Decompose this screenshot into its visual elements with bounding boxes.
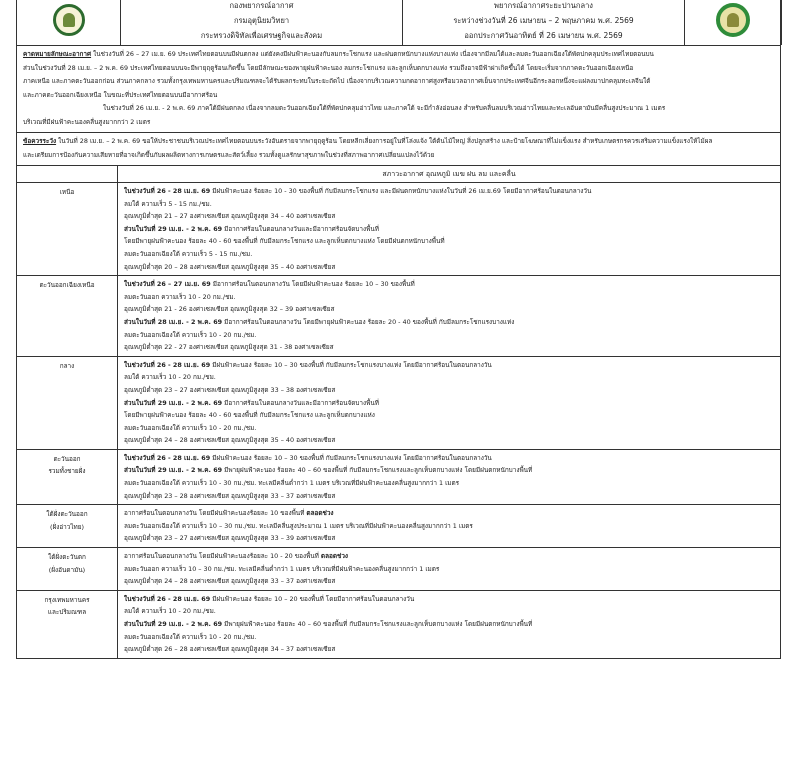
condition-text: มีอากาศร้อนในตอนกลางวันและมีอากาศร้อนจัดบางพื้นที่ — [222, 398, 379, 407]
region-cell — [17, 505, 118, 548]
condition-text: ลมตะวันออกเฉียงใต้ ความเร็ว 10 - 20 กม./ชม. — [124, 632, 257, 641]
region-name: และปริมณฑล — [47, 608, 87, 617]
region-header — [17, 166, 118, 183]
summary-label: คาดหมายลักษณะอากาศ — [23, 50, 92, 58]
condition-line — [124, 185, 774, 198]
condition-text: ลมตะวันออกเฉียงใต้ ความเร็ว 5 - 15 กม./ชม. — [124, 249, 253, 258]
summary-line: คาดหมายลักษณะอากาศ ในช่วงวันที่ 26 – 27 เม.ย. 69 ประเทศไทยตอนบนมีฝนตกลง แต่ยังคงมีฝนฟ้าคะนองกับลมกระโชกแรง และฝนตกหนักบางแห่งบางแห่ง เนื่องจากมีลมใต้และลมตะวันออกเฉียงใต้พัดปกคลุมประเทศไทยตอนบน — [23, 50, 654, 58]
condition-line — [124, 235, 774, 248]
condition-line — [124, 341, 774, 354]
condition-line — [124, 371, 774, 384]
period-label: ส่วนในวันที่ 28 เม.ย. - 2 พ.ค. 69 — [124, 317, 223, 326]
period-note: ตลอดช่วง — [306, 509, 334, 518]
condition-text: ลมใต้ ความเร็ว 10 - 20 กม./ชม. — [124, 373, 216, 382]
condition-text: ลมตะวันออก ความเร็ว 10 - 20 กม./ชม. — [124, 292, 236, 301]
condition-line — [124, 631, 774, 644]
condition-line — [124, 520, 774, 533]
condition-text: โดยมีพายุฝนฟ้าคะนอง ร้อยละ 40 - 60 ของพื้นที่ กับมีลมกระโชกแรง และลูกเห็บตกบางแห่ง โดยมีฝนตกหนักบางพื้นที่ — [124, 237, 445, 246]
condition-text: มีอากาศร้อนในตอนกลางวัน โดยมีพายุฝนฟ้าคะนอง ร้อยละ 20 - 40 ของพื้นที่ กับมีลมกระโชกแรงบางแห่ง — [222, 317, 515, 326]
condition-text: มีพายุฝนฟ้าคะนอง ร้อยละ 40 – 60 ของพื้นที่ กับมีลมกระโชกแรงและลูกเห็บตกบางแห่ง โดยมีฝนตกหนักบางพื้นที่ — [222, 620, 533, 628]
issue-date: ออกประกาศวันอาทิตย์ ที่ 26 เมษายน พ.ศ. 2569 — [464, 30, 623, 40]
summary-line: ส่วนในช่วงวันที่ 28 เม.ย. – 2 พ.ค. 69 ประเทศไทยตอนบนจะมีพายุฤดูร้อนเกิดขึ้น โดยมีลักษณะของพายุฝนฟ้าคะนอง ลมกระโชกแรง และลูกเห็บตกบางแห่ง รวมถึงอาจมีฟ้าผ่าเกิดขึ้นได้ โดยจะเริ่มจากภาคตะวันออกเฉียงเหนือ — [23, 63, 634, 72]
condition-text: มีฝนฟ้าคะนอง ร้อยละ 10 – 30 ของพื้นที่ กับมีลมกระโชกแรงบางแห่ง โดยมีอากาศร้อนในตอนกลางวัน — [210, 360, 492, 369]
table-row — [17, 449, 781, 504]
period-label: ในช่วงวันที่ 26 - 28 เม.ย. 69 — [124, 360, 211, 369]
forecast-period: ระหว่างช่วงวันที่ 26 เมษายน – 2 พฤษภาคม พ.ศ. 2569 — [453, 15, 634, 25]
region-name: ตะวันออกเฉียงเหนือ — [39, 281, 95, 290]
table-row — [17, 183, 781, 276]
south-summary-line: ในช่วงวันที่ 26 เม.ย. - 2 พ.ค. 69 ภาคใต้มีฝนตกลง เนื่องจากลมตะวันออกเฉียงใต้ที่พัดปกคลุมอ่าวไทย และภาคใต้ จะมีกำลังอ่อนลง สำหรับคลื่นลมบริเวณอ่าวไทยและทะเลอันดามันมีคลื่นสูงประมาณ 1 เมตร — [103, 104, 666, 112]
condition-line — [124, 291, 774, 304]
region-name: (ฝั่งอ่าวไทย) — [49, 522, 85, 531]
table-row — [17, 548, 781, 591]
region-name: กลาง — [59, 361, 75, 370]
condition-line — [124, 563, 774, 576]
condition-line — [124, 198, 774, 211]
period-label: ในช่วงวันที่ 26 – 27 เม.ย. 69 — [124, 280, 211, 289]
condition-text: โดยมีพายุฝนฟ้าคะนอง ร้อยละ 40 - 60 ของพื้นที่ กับมีลมกระโชกแรง และลูกเห็บตกบางแห่ง — [124, 411, 375, 420]
conditions-cell — [118, 183, 781, 276]
condition-text: ลมตะวันออกเฉียงใต้ ความเร็ว 10 - 30 กม./ชม. ทะเลมีคลื่นต่ำกว่า 1 เมตร บริเวณที่มีฝนฟ้าคะนองคลื่นสูงมากกว่า 1 เมตร — [124, 479, 460, 488]
table-row — [17, 590, 781, 658]
condition-line — [124, 605, 774, 618]
table-row — [17, 505, 781, 548]
table-row — [17, 276, 781, 357]
condition-line — [124, 261, 774, 274]
regional-forecast-table — [16, 165, 781, 659]
condition-line — [124, 278, 774, 291]
region-cell — [17, 356, 118, 449]
summary-line: และภาคตะวันออกเฉียงเหนือ ในขณะที่ประเทศไทยตอนบนมีอากาศร้อน — [23, 90, 218, 99]
condition-line — [124, 210, 774, 223]
condition-line — [124, 643, 774, 656]
conditions-cell — [118, 505, 781, 548]
condition-text: ลมตะวันออก ความเร็ว 10 – 30 กม./ชม. ทะเลมีคลื่นต่ำกว่า 1 เมตร บริเวณที่มีฝนฟ้าคะนองคลื่นสูงมากกว่า 1 เมตร — [124, 564, 440, 573]
conditions-header: สภาวะอากาศ อุณหภูมิ เมฆ ฝน ลม และคลื่น — [118, 166, 781, 183]
period-label: ส่วนในวันที่ 29 เม.ย. - 2 พ.ค. 69 — [124, 466, 223, 475]
condition-text: อุณหภูมิต่ำสุด 24 – 28 องศาเซลเซียส อุณหภูมิสูงสุด 35 – 40 องศาเซลเซียส — [124, 436, 336, 445]
condition-text: มีฝนฟ้าคะนอง ร้อยละ 10 – 20 ของพื้นที่ โดยมีอากาศร้อนในตอนกลางวัน — [210, 594, 415, 603]
condition-text: อุณหภูมิต่ำสุด 21 – 27 องศาเซลเซียส อุณหภูมิสูงสุด 34 – 40 องศาเซลเซียส — [124, 212, 336, 221]
region-name: ใต้ฝั่งตะวันออก — [46, 510, 88, 519]
period-label: ส่วนในวันที่ 29 เม.ย. - 2 พ.ค. 69 — [124, 620, 223, 628]
document-header — [17, 0, 780, 46]
forecast-title-block — [403, 0, 685, 45]
conditions-cell — [118, 356, 781, 449]
condition-line — [124, 452, 774, 465]
condition-line — [124, 434, 774, 447]
condition-line — [124, 490, 774, 503]
caution-section — [17, 133, 780, 165]
caution-line: ข้อควรระวัง ในวันที่ 28 เม.ย. – 2 พ.ค. 69 ขอให้ประชาชนบริเวณประเทศไทยตอนบนระวังอันตรายจากพายุฤดูร้อน โดยหลีกเลี่ยงการอยู่ในที่โล่งแจ้ง ใต้ต้นไม้ใหญ่ สิ่งปลูกสร้าง และป้ายโฆษณาที่ไม่แข็งแรง สำหรับเกษตรกรควรเสริมความแข็งแรงให้ไม้ผล — [23, 137, 713, 145]
condition-text: มีฝนฟ้าคะนอง ร้อยละ 10 – 30 ของพื้นที่ กับมีลมกระโชกแรงบางแห่ง โดยมีอากาศร้อนในตอนกลางวัน — [210, 453, 492, 462]
condition-text: มีอากาศร้อนในตอนกลางวัน โดยมีฝนฟ้าคะนอง ร้อยละ 10 – 30 ของพื้นที่ — [210, 280, 415, 289]
right-logo-cell — [685, 0, 782, 45]
condition-text: อากาศร้อนในตอนกลางวัน โดยมีฝนฟ้าคะนองร้อยละ 10 - 20 ของพื้นที่ — [124, 552, 321, 561]
caution-line: และเตรียมการป้องกันความเสียหายที่อาจเกิดขึ้นกับผลผลิตทางการเกษตรและสัตว์เลี้ยง รวมทั้งดูแลรักษาสุขภาพในช่วงที่สภาพอากาศเปลี่ยนแปลงไว้ด้วย — [23, 150, 435, 159]
south-summary-line: บริเวณที่มีฝนฟ้าคะนองคลื่นสูงมากกว่า 2 เมตร — [23, 117, 151, 126]
region-name: กรุงเทพมหานคร — [44, 595, 90, 604]
region-name: (ฝั่งอันดามัน) — [48, 565, 86, 574]
condition-text: อุณหภูมิต่ำสุด 20 – 28 องศาเซลเซียส อุณหภูมิสูงสุด 35 – 40 องศาเซลเซียส — [124, 262, 336, 271]
condition-line — [124, 248, 774, 261]
region-name: ใต้ฝั่งตะวันตก — [48, 553, 86, 562]
agency-department: กรมอุตุนิยมวิทยา — [233, 15, 290, 25]
condition-line — [124, 316, 774, 329]
condition-text: มีฝนฟ้าคะนอง ร้อยละ 10 - 30 ของพื้นที่ กับมีลมกระโชกแรง และมีฝนตกหนักบางแห่งในวันที่ 26 เม.ย.69 โดยมีอากาศร้อนในตอนกลางวัน — [210, 187, 592, 195]
period-label: ในช่วงวันที่ 26 - 28 เม.ย. 69 — [124, 453, 211, 462]
ministry-seal-logo — [716, 3, 750, 37]
condition-text: มีพายุฝนฟ้าคะนอง ร้อยละ 40 – 60 ของพื้นที่ กับมีลมกระโชกแรงและลูกเห็บตกบางแห่ง โดยมีฝนตกหนักบางพื้นที่ — [222, 466, 533, 475]
condition-line — [124, 618, 774, 631]
region-cell — [17, 183, 118, 276]
condition-text: อุณหภูมิต่ำสุด 24 – 28 องศาเซลเซียส อุณหภูมิสูงสุด 33 – 37 องศาเซลเซียส — [124, 577, 336, 586]
condition-line — [124, 409, 774, 422]
conditions-cell — [118, 449, 781, 504]
region-name: รวมทั้งชายฝั่ง — [48, 467, 86, 476]
agency-block — [121, 0, 403, 45]
condition-text: อุณหภูมิต่ำสุด 23 – 28 องศาเซลเซียส อุณหภูมิสูงสุด 33 – 37 องศาเซลเซียส — [124, 491, 336, 500]
condition-line — [124, 532, 774, 545]
condition-line — [124, 329, 774, 342]
summary-section — [17, 46, 780, 133]
conditions-cell — [118, 548, 781, 591]
left-logo-cell — [17, 0, 121, 45]
condition-text: มีอากาศร้อนในตอนกลางวันและมีอากาศร้อนจัดบางพื้นที่ — [222, 224, 379, 233]
table-row — [17, 356, 781, 449]
agency-ministry: กระทรวงดิจิทัลเพื่อเศรษฐกิจและสังคม — [200, 30, 323, 40]
condition-line — [124, 359, 774, 372]
condition-text: ลมตะวันออกเฉียงใต้ ความเร็ว 10 – 30 กม./ชม. ทะเลมีคลื่นสูงประมาณ 1 เมตร บริเวณที่มีฝนฟ้าคะนองคลื่นสูงมากกว่า 1 เมตร — [124, 521, 473, 530]
condition-line — [124, 422, 774, 435]
conditions-cell — [118, 276, 781, 357]
condition-line — [124, 397, 774, 410]
summary-line: ภาคเหนือ และภาคตะวันออกก่อน ส่วนภาคกลาง รวมทั้งกรุงเทพมหานครและปริมณฑลจะได้รับผลกระทบในระยะถัดไป เนื่องจากบริเวณความกดอากาศสูงหรือมวลอากาศเย็นจากประเทศจีนอีกระลอกหนึ่งจะแผ่ลงมาปกคลุมทะเลจีนใต้ — [23, 77, 651, 85]
condition-text: อุณหภูมิต่ำสุด 26 – 28 องศาเซลเซียส อุณหภูมิสูงสุด 34 – 37 องศาเซลเซียส — [124, 645, 336, 654]
condition-text: อุณหภูมิต่ำสุด 23 – 27 องศาเซลเซียส อุณหภูมิสูงสุด 33 – 39 องศาเซลเซียส — [124, 534, 336, 543]
condition-text: อากาศร้อนในตอนกลางวัน โดยมีฝนฟ้าคะนองร้อยละ 10 ของพื้นที่ — [124, 509, 307, 518]
region-cell — [17, 449, 118, 504]
period-label: ในช่วงวันที่ 26 - 28 เม.ย. 69 — [124, 594, 211, 603]
period-label: ส่วนในวันที่ 29 เม.ย. - 2 พ.ค. 69 — [124, 224, 223, 233]
condition-text: อุณหภูมิต่ำสุด 21 - 26 องศาเซลเซียส อุณหภูมิสูงสุด 32 – 39 องศาเซลเซียส — [124, 305, 335, 314]
region-name: ตะวันออก — [53, 454, 81, 463]
condition-line — [124, 384, 774, 397]
condition-line — [124, 464, 774, 477]
condition-line — [124, 575, 774, 588]
region-name: เหนือ — [59, 188, 75, 196]
condition-text: ลมตะวันออกเฉียงใต้ ความเร็ว 10 - 20 กม./ชม. — [124, 423, 257, 432]
caution-label: ข้อควรระวัง — [23, 137, 57, 145]
condition-line — [124, 223, 774, 236]
condition-text: อุณหภูมิต่ำสุด 23 – 27 องศาเซลเซียส อุณหภูมิสูงสุด 33 – 38 องศาเซลเซียส — [124, 385, 336, 394]
period-label: ส่วนในวันที่ 29 เม.ย. - 2 พ.ค. 69 — [124, 398, 223, 407]
period-label: ในช่วงวันที่ 26 - 28 เม.ย. 69 — [124, 187, 211, 195]
condition-line — [124, 303, 774, 316]
region-cell — [17, 590, 118, 658]
tmd-seal-logo — [53, 4, 85, 36]
condition-text: ลมใต้ ความเร็ว 10 - 20 กม./ชม. — [124, 607, 216, 616]
condition-line — [124, 593, 774, 606]
condition-text: ลมตะวันออกเฉียงใต้ ความเร็ว 10 - 20 กม./ชม. — [124, 330, 257, 339]
period-note: ตลอดช่วง — [320, 552, 349, 561]
region-cell — [17, 548, 118, 591]
condition-line — [124, 550, 774, 563]
region-cell — [17, 276, 118, 357]
document-frame — [16, 0, 781, 165]
condition-text: ลมใต้ ความเร็ว 5 - 15 กม./ชม. — [124, 199, 212, 208]
forecast-document — [16, 0, 781, 659]
agency-division: กองพยากรณ์อากาศ — [229, 0, 294, 10]
condition-line — [124, 507, 774, 520]
condition-text: อุณหภูมิต่ำสุด 22 - 27 องศาเซลเซียส อุณหภูมิสูงสุด 31 - 38 องศาเซลเซียส — [124, 343, 334, 352]
forecast-title: พยากรณ์อากาศระยะปานกลาง — [494, 0, 593, 10]
condition-line — [124, 477, 774, 490]
conditions-cell — [118, 590, 781, 658]
